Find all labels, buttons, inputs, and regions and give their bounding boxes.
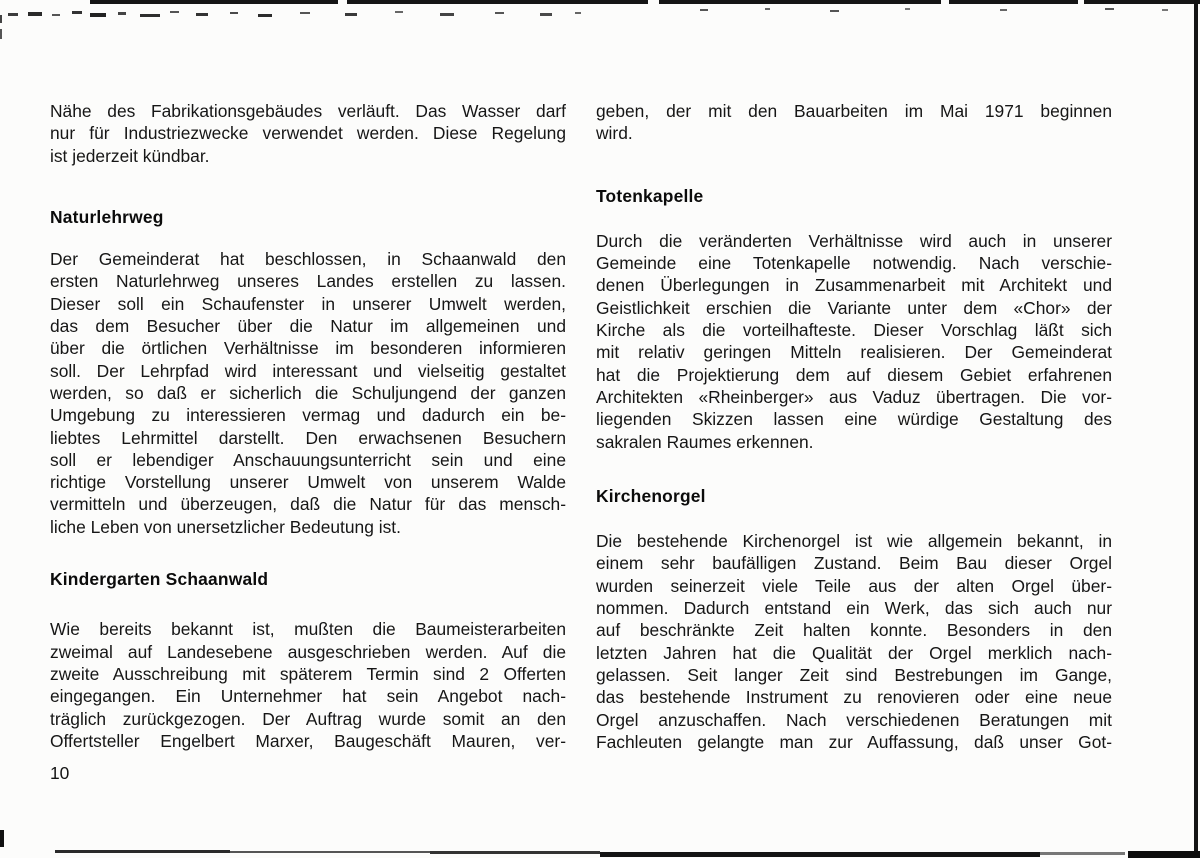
scan-noise-mark [258, 14, 272, 17]
paragraph [596, 530, 1112, 753]
text-line: wird. [596, 123, 633, 144]
scan-noise-mark [230, 12, 238, 14]
paragraph [50, 248, 566, 538]
scan-noise-mark [170, 11, 179, 13]
scan-artifact-gap [648, 0, 659, 5]
scan-noise-mark [230, 851, 430, 853]
scan-noise-mark [72, 11, 82, 14]
scan-noise-mark [600, 852, 1040, 857]
text-line: das bestehende Instrument zu renovieren oder eine neue [596, 687, 1112, 708]
text-line: wurden seinerzeit viele Teile aus der alten Orgel über- [596, 575, 1112, 596]
text-line: einem sehr baufälligen Zustand. Beim Bau dieser Orgel [596, 553, 1112, 574]
text-line: Durch die veränderten Verhältnisse wird auch in unserer [596, 230, 1112, 251]
text-line: zweimal auf Landesebene ausgeschrieben werden. Auf die [50, 641, 566, 662]
scan-noise-mark [1162, 9, 1168, 11]
text-line: Offertsteller Engelbert Marxer, Baugeschäft Mauren, ver- [50, 730, 566, 751]
scan-artifact-gap [338, 0, 347, 5]
text-line: Fachleuten gelangte man zur Auffassung, daß unser Got- [596, 731, 1112, 752]
text-line: Der Gemeinderat hat beschlossen, in Schaanwald den [50, 249, 566, 270]
scan-noise-mark [0, 15, 2, 23]
scan-noise-mark [830, 10, 839, 12]
scan-noise-mark [0, 29, 2, 39]
scan-noise-mark [55, 850, 230, 853]
text-line: Gemeinde eine Totenkapelle notwendig. Nach verschie- [596, 253, 1112, 274]
scan-noise-mark [1040, 852, 1125, 855]
text-line: träglich zurückgezogen. Der Auftrag wurde somit an den [50, 708, 566, 729]
text-line: eingegangen. Ein Unternehmer hat sein Angebot nach- [50, 686, 566, 707]
scan-artifact-right-edge [1194, 0, 1198, 858]
scan-noise-mark [118, 12, 126, 15]
scan-noise-mark [1105, 8, 1114, 10]
text-line: zweite Ausschreibung mit späterem Termin sind 2 Offerten [50, 663, 566, 684]
text-line: sakralen Raumes erkennen. [596, 431, 814, 452]
text-line: geben, der mit den Bauarbeiten im Mai 1971 beginnen [596, 101, 1112, 121]
text-line: nommen. Dadurch entstand ein Werk, das sich auch nur [596, 598, 1112, 619]
section-heading: Totenkapelle [596, 185, 704, 206]
scan-noise-mark [1128, 851, 1200, 858]
scan-noise-mark [28, 12, 42, 16]
scan-noise-mark [430, 851, 600, 854]
text-line: werden, so daß er sicherlich die Schuljungend der ganzen [50, 382, 566, 403]
text-line: Dieser soll ein Schaufenster in unserer Umwelt werden, [50, 293, 566, 314]
text-line: soll er lebendiger Anschauungsunterricht sein und eine [50, 449, 566, 470]
scan-noise-mark [0, 830, 4, 847]
scan-noise-mark [540, 13, 552, 16]
paragraph [50, 618, 566, 752]
scan-artifact-gap [941, 0, 949, 5]
text-line: auf beschränkte Zeit halten konnte. Besonders in den [596, 620, 1112, 641]
text-line: richtige Vorstellung unserer Umwelt von unserem Walde [50, 472, 566, 493]
scan-noise-mark [345, 13, 357, 16]
scan-noise-mark [140, 14, 160, 17]
text-line: mit relativ geringen Mitteln realisieren. Der Gemeinderat [596, 342, 1112, 363]
scan-artifact-gap [1078, 0, 1084, 5]
left-column [50, 100, 566, 752]
section-heading: Kindergarten Schaanwald [50, 569, 269, 590]
text-line: Orgel anzuschaffen. Nach verschiedenen Beratungen mit [596, 709, 1112, 730]
scan-noise-mark [575, 12, 581, 14]
text-line: das dem Besucher über die Natur im allgemeinen und [50, 316, 566, 337]
scan-noise-mark [395, 11, 403, 13]
text-line: liebtes Lehrmittel darstellt. Den erwachsenen Besuchern [50, 427, 566, 448]
text-line: Wie bereits bekannt ist, mußten die Baumeisterarbeiten [50, 619, 566, 640]
text-line: ist jederzeit kündbar. [50, 145, 210, 166]
text-line: Nähe des Fabrikationsgebäudes verläuft. Das Wasser darf [50, 101, 566, 121]
scan-noise-mark [52, 14, 60, 16]
text-line: letzten Jahren hat die Qualität der Orgel merklich nach- [596, 642, 1112, 663]
page-number: 10 [50, 763, 70, 783]
text-line: soll. Der Lehrpfad wird interessant und vielseitig gestaltet [50, 360, 566, 381]
scan-noise-mark [8, 13, 18, 16]
scan-noise-mark [905, 8, 910, 10]
scan-noise-mark [90, 13, 106, 17]
scan-noise-mark [300, 12, 310, 14]
text-line: hat die Projektierung dem auf diesem Gebiet erfahrenen [596, 364, 1112, 385]
scan-noise-mark [765, 8, 770, 10]
scan-noise-mark [495, 12, 504, 14]
text-line: nur für Industriezwecke verwendet werden. Diese Regelung [50, 123, 566, 144]
scan-noise-mark [196, 13, 208, 16]
scan-noise-mark [440, 13, 454, 16]
text-line: gelassen. Seit langer Zeit sind Bestrebungen im Gange, [596, 664, 1112, 685]
scan-artifact-top-edge [90, 0, 1200, 4]
paragraph [596, 100, 1112, 145]
text-line: ersten Naturlehrweg unseres Landes erstellen zu lassen. [50, 271, 566, 292]
text-line: Die bestehende Kirchenorgel ist wie allgemein bekannt, in [596, 531, 1112, 552]
text-line: liche Leben von unersetzlicher Bedeutung ist. [50, 516, 401, 537]
text-line: denen Überlegungen in Zusammenarbeit mit Architekt und [596, 275, 1112, 296]
text-line: Architekten «Rheinberger» aus Vaduz übertragen. Die vor- [596, 386, 1112, 407]
text-line: Geistlichkeit erschien die Variante unter dem «Chor» der [596, 297, 1112, 318]
paragraph [50, 100, 566, 167]
text-line: liegenden Skizzen lassen eine würdige Gestaltung des [596, 409, 1112, 430]
right-column [596, 100, 1112, 753]
scan-noise-mark [1000, 9, 1007, 11]
section-heading: Kirchenorgel [596, 485, 706, 506]
text-line: Umgebung zu interessieren vermag und dadurch ein be- [50, 405, 566, 426]
text-line: Kirche als die vorteilhafteste. Dieser Vorschlag läßt sich [596, 320, 1112, 341]
text-line: über die örtlichen Verhältnisse im besonderen informieren [50, 338, 566, 359]
section-heading: Naturlehrweg [50, 206, 164, 227]
paragraph [596, 230, 1112, 453]
text-line: vermitteln und überzeugen, daß die Natur für das mensch- [50, 494, 566, 515]
scan-noise-mark [700, 9, 708, 11]
